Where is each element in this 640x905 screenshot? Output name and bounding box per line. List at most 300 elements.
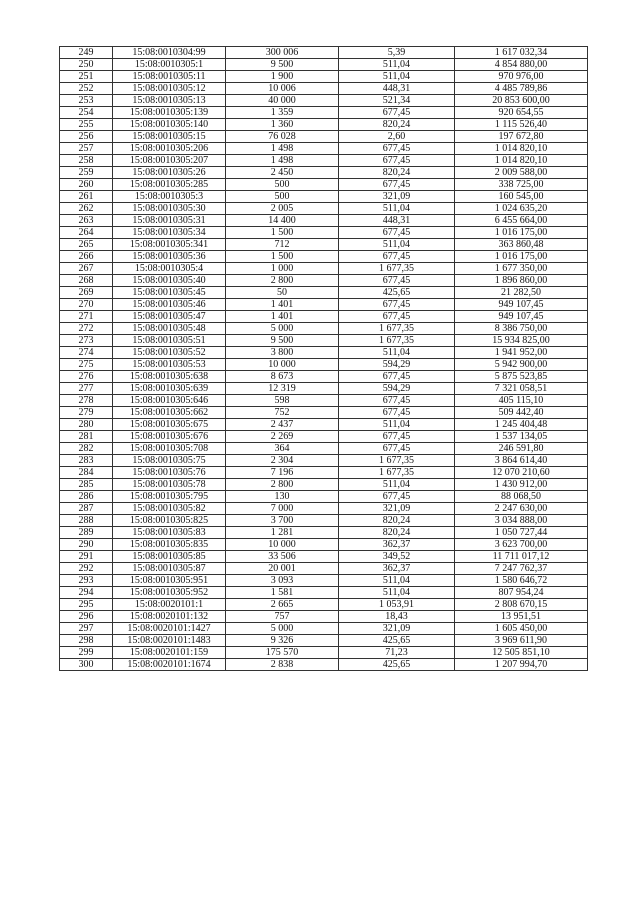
rate-cell: 677,45 <box>339 275 455 287</box>
table-row <box>60 287 588 299</box>
table-row <box>60 407 588 419</box>
area-cell: 8 673 <box>226 371 339 383</box>
value-cell: 3 034 888,00 <box>455 515 588 527</box>
area-cell: 3 700 <box>226 515 339 527</box>
row-number-cell: 250 <box>60 59 113 71</box>
rate-cell: 5,39 <box>339 47 455 59</box>
rate-cell: 511,04 <box>339 575 455 587</box>
table-row <box>60 299 588 311</box>
table-row <box>60 551 588 563</box>
rate-cell: 594,29 <box>339 359 455 371</box>
cadastral-number-cell: 15:08:0010305:52 <box>113 347 226 359</box>
table-row <box>60 83 588 95</box>
row-number-cell: 269 <box>60 287 113 299</box>
rate-cell: 521,34 <box>339 95 455 107</box>
value-cell: 920 654,55 <box>455 107 588 119</box>
value-cell: 197 672,80 <box>455 131 588 143</box>
rate-cell: 677,45 <box>339 431 455 443</box>
value-cell: 338 725,00 <box>455 179 588 191</box>
area-cell: 1 401 <box>226 311 339 323</box>
table-row <box>60 47 588 59</box>
table-row <box>60 95 588 107</box>
area-cell: 20 001 <box>226 563 339 575</box>
area-cell: 14 400 <box>226 215 339 227</box>
cadastral-number-cell: 15:08:0010305:708 <box>113 443 226 455</box>
rate-cell: 1 053,91 <box>339 599 455 611</box>
rate-cell: 71,23 <box>339 647 455 659</box>
cadastral-number-cell: 15:08:0010305:952 <box>113 587 226 599</box>
rate-cell: 511,04 <box>339 203 455 215</box>
row-number-cell: 284 <box>60 467 113 479</box>
area-cell: 1 498 <box>226 143 339 155</box>
table-row <box>60 311 588 323</box>
value-cell: 5 875 523,85 <box>455 371 588 383</box>
row-number-cell: 287 <box>60 503 113 515</box>
area-cell: 76 028 <box>226 131 339 143</box>
area-cell: 7 000 <box>226 503 339 515</box>
value-cell: 8 386 750,00 <box>455 323 588 335</box>
value-cell: 12 505 851,10 <box>455 647 588 659</box>
table-row <box>60 107 588 119</box>
value-cell: 509 442,40 <box>455 407 588 419</box>
rate-cell: 511,04 <box>339 71 455 83</box>
value-cell: 1 537 134,05 <box>455 431 588 443</box>
row-number-cell: 281 <box>60 431 113 443</box>
rate-cell: 1 677,35 <box>339 263 455 275</box>
table-row <box>60 659 588 671</box>
table-row <box>60 71 588 83</box>
area-cell: 1 500 <box>226 251 339 263</box>
rate-cell: 511,04 <box>339 59 455 71</box>
cadastral-number-cell: 15:08:0010305:53 <box>113 359 226 371</box>
row-number-cell: 275 <box>60 359 113 371</box>
area-cell: 2 450 <box>226 167 339 179</box>
row-number-cell: 270 <box>60 299 113 311</box>
rate-cell: 511,04 <box>339 479 455 491</box>
row-number-cell: 253 <box>60 95 113 107</box>
value-cell: 3 969 611,90 <box>455 635 588 647</box>
row-number-cell: 283 <box>60 455 113 467</box>
rate-cell: 362,37 <box>339 539 455 551</box>
area-cell: 2 800 <box>226 275 339 287</box>
row-number-cell: 257 <box>60 143 113 155</box>
cadastral-number-cell: 15:08:0020101:1483 <box>113 635 226 647</box>
cadastral-number-cell: 15:08:0010305:646 <box>113 395 226 407</box>
cadastral-number-cell: 15:08:0010305:47 <box>113 311 226 323</box>
cadastral-number-cell: 15:08:0010305:51 <box>113 335 226 347</box>
cadastral-number-cell: 15:08:0010305:662 <box>113 407 226 419</box>
table-row <box>60 479 588 491</box>
rate-cell: 448,31 <box>339 83 455 95</box>
value-cell: 15 934 825,00 <box>455 335 588 347</box>
area-cell: 1 581 <box>226 587 339 599</box>
cadastral-number-cell: 15:08:0010305:341 <box>113 239 226 251</box>
cadastral-number-cell: 15:08:0010305:31 <box>113 215 226 227</box>
row-number-cell: 300 <box>60 659 113 671</box>
area-cell: 2 437 <box>226 419 339 431</box>
rate-cell: 448,31 <box>339 215 455 227</box>
cadastral-number-cell: 15:08:0010305:48 <box>113 323 226 335</box>
area-cell: 2 269 <box>226 431 339 443</box>
cadastral-number-cell: 15:08:0010305:34 <box>113 227 226 239</box>
table-row <box>60 347 588 359</box>
value-cell: 1 014 820,10 <box>455 155 588 167</box>
value-cell: 6 455 664,00 <box>455 215 588 227</box>
rate-cell: 677,45 <box>339 143 455 155</box>
table-row <box>60 599 588 611</box>
row-number-cell: 259 <box>60 167 113 179</box>
rate-cell: 677,45 <box>339 443 455 455</box>
rate-cell: 1 677,35 <box>339 467 455 479</box>
area-cell: 10 006 <box>226 83 339 95</box>
row-number-cell: 280 <box>60 419 113 431</box>
rate-cell: 425,65 <box>339 659 455 671</box>
cadastral-number-cell: 15:08:0010305:3 <box>113 191 226 203</box>
area-cell: 300 006 <box>226 47 339 59</box>
cadastral-number-cell: 15:08:0010305:30 <box>113 203 226 215</box>
rate-cell: 677,45 <box>339 491 455 503</box>
table-row <box>60 563 588 575</box>
row-number-cell: 251 <box>60 71 113 83</box>
rate-cell: 321,09 <box>339 623 455 635</box>
cadastral-number-cell: 15:08:0010305:46 <box>113 299 226 311</box>
row-number-cell: 266 <box>60 251 113 263</box>
area-cell: 2 800 <box>226 479 339 491</box>
cadastral-number-cell: 15:08:0010305:11 <box>113 71 226 83</box>
row-number-cell: 272 <box>60 323 113 335</box>
rate-cell: 677,45 <box>339 227 455 239</box>
row-number-cell: 295 <box>60 599 113 611</box>
value-cell: 5 942 900,00 <box>455 359 588 371</box>
row-number-cell: 271 <box>60 311 113 323</box>
area-cell: 130 <box>226 491 339 503</box>
area-cell: 1 500 <box>226 227 339 239</box>
rate-cell: 677,45 <box>339 251 455 263</box>
table-row <box>60 455 588 467</box>
area-cell: 3 093 <box>226 575 339 587</box>
row-number-cell: 267 <box>60 263 113 275</box>
rate-cell: 511,04 <box>339 347 455 359</box>
cadastral-number-cell: 15:08:0010305:36 <box>113 251 226 263</box>
rate-cell: 425,65 <box>339 635 455 647</box>
cadastral-number-cell: 15:08:0010305:76 <box>113 467 226 479</box>
rate-cell: 677,45 <box>339 407 455 419</box>
cadastral-number-cell: 15:08:0010305:951 <box>113 575 226 587</box>
table-row <box>60 539 588 551</box>
rate-cell: 321,09 <box>339 191 455 203</box>
table-row <box>60 527 588 539</box>
area-cell: 10 000 <box>226 539 339 551</box>
value-cell: 1 050 727,44 <box>455 527 588 539</box>
rate-cell: 677,45 <box>339 311 455 323</box>
area-cell: 33 506 <box>226 551 339 563</box>
table-row <box>60 491 588 503</box>
table-row <box>60 323 588 335</box>
value-cell: 1 016 175,00 <box>455 227 588 239</box>
value-cell: 363 860,48 <box>455 239 588 251</box>
area-cell: 1 498 <box>226 155 339 167</box>
area-cell: 10 000 <box>226 359 339 371</box>
value-cell: 1 677 350,00 <box>455 263 588 275</box>
cadastral-number-cell: 15:08:0020101:1427 <box>113 623 226 635</box>
table-row <box>60 443 588 455</box>
row-number-cell: 285 <box>60 479 113 491</box>
rate-cell: 677,45 <box>339 107 455 119</box>
area-cell: 1 401 <box>226 299 339 311</box>
table-body <box>60 47 588 671</box>
table-row <box>60 383 588 395</box>
value-cell: 4 485 789,86 <box>455 83 588 95</box>
row-number-cell: 278 <box>60 395 113 407</box>
cadastral-number-cell: 15:08:0010305:638 <box>113 371 226 383</box>
value-cell: 1 941 952,00 <box>455 347 588 359</box>
cadastral-number-cell: 15:08:0020101:132 <box>113 611 226 623</box>
cadastral-number-cell: 15:08:0010305:139 <box>113 107 226 119</box>
cadastral-number-cell: 15:08:0010305:825 <box>113 515 226 527</box>
table-row <box>60 131 588 143</box>
area-cell: 2 665 <box>226 599 339 611</box>
area-cell: 2 005 <box>226 203 339 215</box>
table-row <box>60 191 588 203</box>
rate-cell: 349,52 <box>339 551 455 563</box>
row-number-cell: 256 <box>60 131 113 143</box>
area-cell: 9 500 <box>226 335 339 347</box>
table-row <box>60 467 588 479</box>
rate-cell: 1 677,35 <box>339 323 455 335</box>
cadastral-number-cell: 15:08:0010305:12 <box>113 83 226 95</box>
area-cell: 5 000 <box>226 323 339 335</box>
table-row <box>60 395 588 407</box>
cadastral-number-cell: 15:08:0010305:835 <box>113 539 226 551</box>
row-number-cell: 294 <box>60 587 113 599</box>
rate-cell: 321,09 <box>339 503 455 515</box>
value-cell: 1 617 032,34 <box>455 47 588 59</box>
row-number-cell: 252 <box>60 83 113 95</box>
row-number-cell: 290 <box>60 539 113 551</box>
row-number-cell: 268 <box>60 275 113 287</box>
row-number-cell: 292 <box>60 563 113 575</box>
table-row <box>60 155 588 167</box>
cadastral-number-cell: 15:08:0010305:639 <box>113 383 226 395</box>
value-cell: 7 321 058,51 <box>455 383 588 395</box>
rate-cell: 820,24 <box>339 119 455 131</box>
table-row <box>60 575 588 587</box>
area-cell: 1 359 <box>226 107 339 119</box>
value-cell: 1 580 646,72 <box>455 575 588 587</box>
row-number-cell: 296 <box>60 611 113 623</box>
value-cell: 405 115,10 <box>455 395 588 407</box>
table-row <box>60 119 588 131</box>
rate-cell: 820,24 <box>339 527 455 539</box>
table-row <box>60 167 588 179</box>
rate-cell: 425,65 <box>339 287 455 299</box>
rate-cell: 18,43 <box>339 611 455 623</box>
table-row <box>60 611 588 623</box>
table-row <box>60 503 588 515</box>
value-cell: 1 115 526,40 <box>455 119 588 131</box>
value-cell: 1 014 820,10 <box>455 143 588 155</box>
area-cell: 50 <box>226 287 339 299</box>
value-cell: 807 954,24 <box>455 587 588 599</box>
row-number-cell: 297 <box>60 623 113 635</box>
value-cell: 3 623 700,00 <box>455 539 588 551</box>
table-row <box>60 623 588 635</box>
cadastral-number-cell: 15:08:0010305:15 <box>113 131 226 143</box>
area-cell: 9 500 <box>226 59 339 71</box>
row-number-cell: 282 <box>60 443 113 455</box>
table-row <box>60 203 588 215</box>
area-cell: 598 <box>226 395 339 407</box>
rate-cell: 820,24 <box>339 515 455 527</box>
rate-cell: 2,60 <box>339 131 455 143</box>
value-cell: 4 854 880,00 <box>455 59 588 71</box>
value-cell: 246 591,80 <box>455 443 588 455</box>
cadastral-number-cell: 15:08:0010305:140 <box>113 119 226 131</box>
table-row <box>60 59 588 71</box>
value-cell: 1 605 450,00 <box>455 623 588 635</box>
cadastral-number-cell: 15:08:0010305:87 <box>113 563 226 575</box>
value-cell: 1 016 175,00 <box>455 251 588 263</box>
table-row <box>60 179 588 191</box>
area-cell: 9 326 <box>226 635 339 647</box>
row-number-cell: 264 <box>60 227 113 239</box>
area-cell: 175 570 <box>226 647 339 659</box>
table-row <box>60 215 588 227</box>
row-number-cell: 289 <box>60 527 113 539</box>
area-cell: 7 196 <box>226 467 339 479</box>
cadastral-number-cell: 15:08:0010305:85 <box>113 551 226 563</box>
area-cell: 500 <box>226 179 339 191</box>
row-number-cell: 263 <box>60 215 113 227</box>
rate-cell: 677,45 <box>339 299 455 311</box>
rate-cell: 677,45 <box>339 371 455 383</box>
cadastral-number-cell: 15:08:0010305:676 <box>113 431 226 443</box>
row-number-cell: 286 <box>60 491 113 503</box>
area-cell: 2 838 <box>226 659 339 671</box>
cadastral-number-cell: 15:08:0010305:1 <box>113 59 226 71</box>
row-number-cell: 277 <box>60 383 113 395</box>
rate-cell: 511,04 <box>339 239 455 251</box>
row-number-cell: 279 <box>60 407 113 419</box>
area-cell: 1 360 <box>226 119 339 131</box>
row-number-cell: 288 <box>60 515 113 527</box>
area-cell: 2 304 <box>226 455 339 467</box>
value-cell: 949 107,45 <box>455 311 588 323</box>
rate-cell: 677,45 <box>339 155 455 167</box>
rate-cell: 594,29 <box>339 383 455 395</box>
cadastral-number-cell: 15:08:0010305:207 <box>113 155 226 167</box>
rate-cell: 1 677,35 <box>339 335 455 347</box>
value-cell: 1 024 635,20 <box>455 203 588 215</box>
value-cell: 1 896 860,00 <box>455 275 588 287</box>
area-cell: 1 900 <box>226 71 339 83</box>
cadastral-number-cell: 15:08:0020101:1 <box>113 599 226 611</box>
cadastral-number-cell: 15:08:0010305:285 <box>113 179 226 191</box>
rate-cell: 677,45 <box>339 179 455 191</box>
row-number-cell: 262 <box>60 203 113 215</box>
row-number-cell: 276 <box>60 371 113 383</box>
area-cell: 500 <box>226 191 339 203</box>
table-row <box>60 419 588 431</box>
row-number-cell: 274 <box>60 347 113 359</box>
table-row <box>60 335 588 347</box>
rate-cell: 1 677,35 <box>339 455 455 467</box>
table-row <box>60 251 588 263</box>
value-cell: 3 864 614,40 <box>455 455 588 467</box>
value-cell: 949 107,45 <box>455 299 588 311</box>
cadastral-number-cell: 15:08:0010305:82 <box>113 503 226 515</box>
table-row <box>60 227 588 239</box>
area-cell: 1 000 <box>226 263 339 275</box>
table-row <box>60 371 588 383</box>
rate-cell: 677,45 <box>339 395 455 407</box>
cadastral-number-cell: 15:08:0010305:26 <box>113 167 226 179</box>
cadastral-number-cell: 15:08:0010305:75 <box>113 455 226 467</box>
value-cell: 12 070 210,60 <box>455 467 588 479</box>
area-cell: 5 000 <box>226 623 339 635</box>
row-number-cell: 299 <box>60 647 113 659</box>
rate-cell: 820,24 <box>339 167 455 179</box>
area-cell: 364 <box>226 443 339 455</box>
value-cell: 160 545,00 <box>455 191 588 203</box>
cadastral-number-cell: 15:08:0010305:45 <box>113 287 226 299</box>
cadastral-number-cell: 15:08:0020101:1674 <box>113 659 226 671</box>
row-number-cell: 291 <box>60 551 113 563</box>
value-cell: 2 009 588,00 <box>455 167 588 179</box>
row-number-cell: 260 <box>60 179 113 191</box>
area-cell: 40 000 <box>226 95 339 107</box>
cadastral-number-cell: 15:08:0010305:83 <box>113 527 226 539</box>
area-cell: 752 <box>226 407 339 419</box>
value-cell: 1 430 912,00 <box>455 479 588 491</box>
row-number-cell: 258 <box>60 155 113 167</box>
area-cell: 757 <box>226 611 339 623</box>
cadastral-number-cell: 15:08:0020101:159 <box>113 647 226 659</box>
cadastral-number-cell: 15:08:0010305:4 <box>113 263 226 275</box>
table-row <box>60 359 588 371</box>
data-table <box>59 46 588 671</box>
table-row <box>60 275 588 287</box>
value-cell: 13 951,51 <box>455 611 588 623</box>
row-number-cell: 255 <box>60 119 113 131</box>
row-number-cell: 293 <box>60 575 113 587</box>
table-row <box>60 515 588 527</box>
value-cell: 2 247 630,00 <box>455 503 588 515</box>
value-cell: 21 282,50 <box>455 287 588 299</box>
rate-cell: 362,37 <box>339 563 455 575</box>
table-row <box>60 143 588 155</box>
value-cell: 970 976,00 <box>455 71 588 83</box>
rate-cell: 511,04 <box>339 419 455 431</box>
table-row <box>60 647 588 659</box>
row-number-cell: 249 <box>60 47 113 59</box>
area-cell: 1 281 <box>226 527 339 539</box>
row-number-cell: 298 <box>60 635 113 647</box>
row-number-cell: 261 <box>60 191 113 203</box>
cadastral-number-cell: 15:08:0010305:206 <box>113 143 226 155</box>
table-row <box>60 431 588 443</box>
table-row <box>60 587 588 599</box>
area-cell: 3 800 <box>226 347 339 359</box>
row-number-cell: 254 <box>60 107 113 119</box>
area-cell: 12 319 <box>226 383 339 395</box>
table-row <box>60 239 588 251</box>
row-number-cell: 273 <box>60 335 113 347</box>
value-cell: 20 853 600,00 <box>455 95 588 107</box>
value-cell: 11 711 017,12 <box>455 551 588 563</box>
value-cell: 7 247 762,37 <box>455 563 588 575</box>
cadastral-number-cell: 15:08:0010305:40 <box>113 275 226 287</box>
